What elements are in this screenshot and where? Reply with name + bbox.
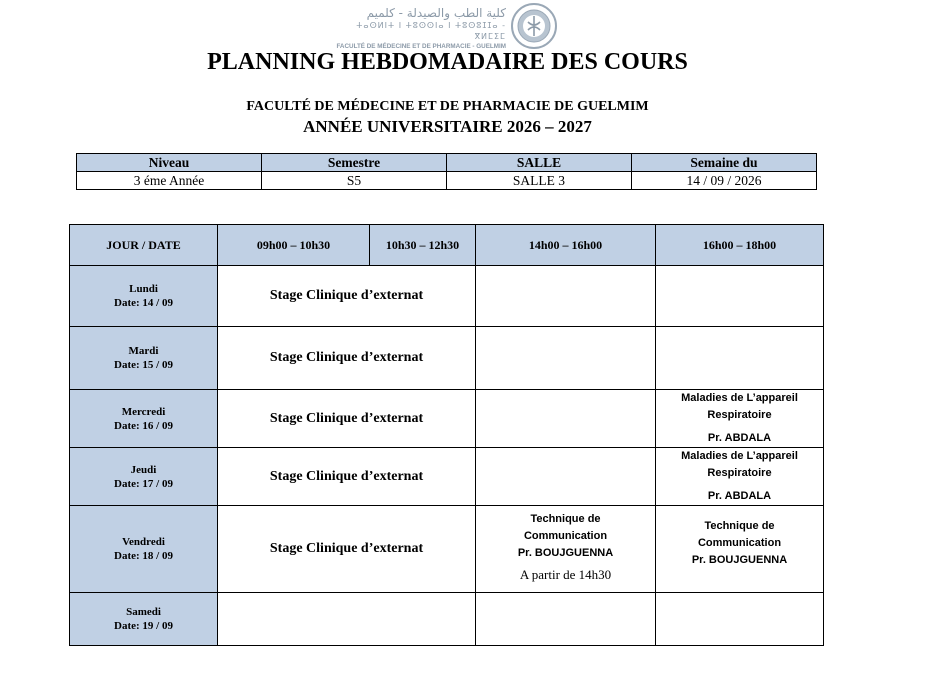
table-row (70, 593, 824, 646)
day-cell-jeudi (70, 448, 218, 506)
table-row (70, 266, 824, 327)
day-cell-lundi (70, 266, 218, 327)
info-table (76, 153, 817, 190)
info-value-semaine: 14 / 09 / 2026 (631, 172, 816, 190)
day-cell-mardi (70, 327, 218, 390)
day-name: Mercredi (121, 405, 166, 418)
logo-tifinagh-text: ⵜⴰⵙⵍⵏⵜ ⵏ ⵜⵓⵙⵙⵏⴰ ⵏ ⵜⵓⵙⵓⵊⵊⴰ - ⴳⵍⵎⵉⵎ (356, 21, 506, 41)
info-header-salle: SALLE (446, 154, 631, 172)
info-value-row (77, 172, 817, 190)
day-date: Date: 15 / 09 (114, 359, 173, 371)
course-title-line1: Maladies de L’appareil (681, 392, 798, 404)
day-date: Date: 16 / 09 (114, 419, 173, 432)
empty-cell (476, 390, 656, 448)
empty-cell (476, 327, 656, 390)
day-name: Samedi (126, 606, 161, 618)
header-slot-1030: 10h30 – 12h30 (370, 225, 476, 266)
stage-cell-jeudi: Stage Clinique d’externat (218, 448, 476, 506)
table-row (70, 506, 824, 593)
stage-cell-lundi: Stage Clinique d’externat (218, 266, 476, 327)
empty-cell (476, 266, 656, 327)
academic-year: ANNÉE UNIVERSITAIRE 2026 – 2027 (303, 117, 592, 136)
day-name: Mardi (128, 345, 159, 357)
course-professor: Pr. ABDALA (707, 490, 772, 502)
day-date: Date: 18 / 09 (114, 550, 173, 562)
empty-cell (476, 448, 656, 506)
course-title-line2: Communication (697, 537, 782, 549)
table-row (70, 327, 824, 390)
day-name: Jeudi (130, 463, 157, 476)
header-slot-0900: 09h00 – 10h30 (218, 225, 370, 266)
info-header-niveau: Niveau (77, 154, 262, 172)
logo-french-text: FACULTÉ DE MÉDECINE ET DE PHARMACIE - GUELMIM (336, 43, 506, 50)
table-row (70, 448, 824, 506)
table-row (70, 390, 824, 448)
empty-cell (656, 593, 824, 646)
day-date: Date: 14 / 09 (114, 297, 173, 309)
course-title-line1: Technique de (530, 513, 601, 525)
header-slot-1400: 14h00 – 16h00 (476, 225, 656, 266)
course-professor: Pr. BOUJGUENNA (691, 554, 788, 566)
course-time-note: A partir de 14h30 (519, 567, 612, 582)
day-name: Vendredi (122, 536, 165, 548)
stage-cell-mardi: Stage Clinique d’externat (218, 327, 476, 390)
info-value-salle: SALLE 3 (446, 172, 631, 190)
info-value-niveau: 3 éme Année (77, 172, 262, 190)
day-name: Lundi (129, 283, 158, 295)
info-value-semestre: S5 (261, 172, 446, 190)
day-cell-samedi (70, 593, 218, 646)
course-professor: Pr. ABDALA (707, 432, 772, 444)
day-cell-mercredi (70, 390, 218, 448)
info-header-semaine: Semaine du (631, 154, 816, 172)
logo-arabic-text: كلية الطب والصيدلة - كلميم (366, 6, 506, 20)
empty-cell (476, 593, 656, 646)
course-title-line2: Respiratoire (707, 409, 772, 421)
course-title-line1: Technique de (704, 520, 775, 532)
empty-cell (656, 327, 824, 390)
stage-cell-mercredi: Stage Clinique d’externat (218, 390, 476, 448)
empty-cell (656, 266, 824, 327)
info-header-row (77, 154, 817, 172)
course-cell-vendredi-pm1 (476, 506, 656, 593)
page-title: PLANNING HEBDOMADAIRE DES COURS (207, 49, 688, 75)
empty-cell (218, 593, 476, 646)
course-title-line2: Communication (523, 530, 608, 542)
header-jour-date: JOUR / DATE (70, 225, 218, 266)
stage-cell-vendredi: Stage Clinique d’externat (218, 506, 476, 593)
course-title-line1: Maladies de L’appareil (681, 450, 798, 462)
course-cell-mercredi-pm2 (656, 390, 824, 448)
course-cell-jeudi-pm2 (656, 448, 824, 506)
day-cell-vendredi (70, 506, 218, 593)
course-title-line2: Respiratoire (707, 467, 772, 479)
day-date: Date: 17 / 09 (114, 477, 173, 490)
header-slot-1600: 16h00 – 18h00 (656, 225, 824, 266)
faculty-seal-icon (510, 2, 558, 50)
faculty-name: FACULTÉ DE MÉDECINE ET DE PHARMACIE DE GUELMIM (246, 99, 649, 114)
day-date: Date: 19 / 09 (114, 620, 173, 632)
course-cell-vendredi-pm2 (656, 506, 824, 593)
schedule-table (69, 224, 824, 646)
info-header-semestre: Semestre (261, 154, 446, 172)
schedule-header-row (70, 225, 824, 266)
course-professor: Pr. BOUJGUENNA (517, 547, 614, 559)
faculty-logo-text (336, 6, 506, 52)
